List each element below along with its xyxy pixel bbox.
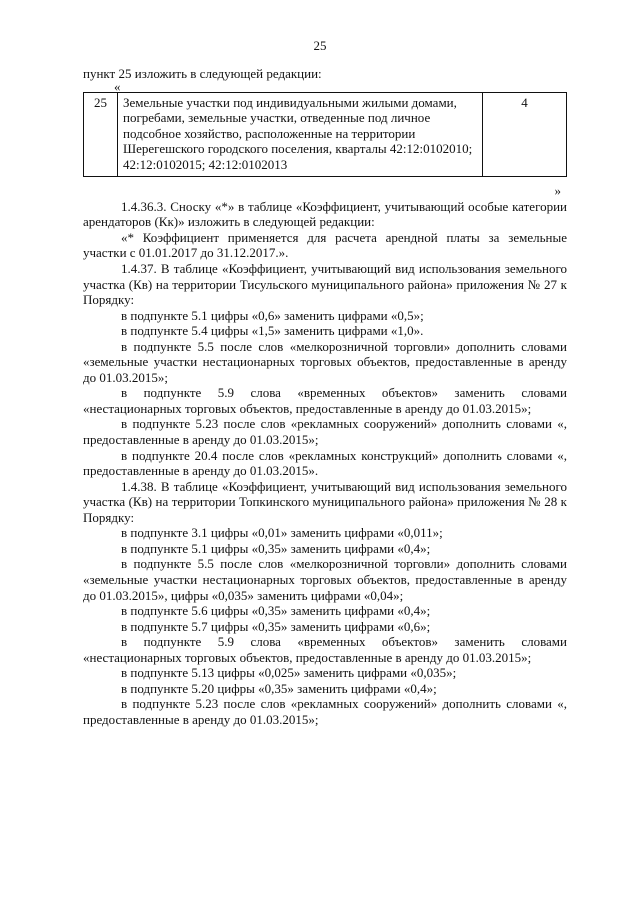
paragraph: в подпункте 5.7 цифры «0,35» заменить цифрами «0,6»; <box>121 618 431 634</box>
paragraph-list <box>83 199 567 728</box>
paragraph: в подпункте 5.5 после слов «мелкорозничной торговли» дополнить словами «земельные участки нестационарных торговых объектов, предоставленные в аренду до 01.03.2015»; <box>83 338 567 385</box>
paragraph: в подпункте 5.1 цифры «0,35» заменить цифрами «0,4»; <box>121 540 431 556</box>
paragraph: в подпункте 20.4 после слов «рекламных конструкций» дополнить словами «, предоставленные в аренду до 01.03.2015». <box>83 447 567 479</box>
paragraph: «* Коэффициент применяется для расчета арендной платы за земельные участки с 01.01.2017 до 31.12.2017.». <box>83 229 567 261</box>
paragraph: 1.4.38. В таблице «Коэффициент, учитывающий вид использования земельного участка (Кв) на территории Топкинского муниципального района» приложения № 28 к Порядку: <box>83 478 567 525</box>
paragraph: в подпункте 5.20 цифры «0,35» заменить цифрами «0,4»; <box>121 680 437 696</box>
paragraph: 1.4.36.3. Сноску «*» в таблице «Коэффициент, учитывающий особые категории арендаторов (Кк)» изложить в следующей редакции: <box>83 198 567 230</box>
paragraph: в подпункте 5.23 после слов «рекламных сооружений» дополнить словами «, предоставленные в аренду до 01.03.2015»; <box>83 416 567 448</box>
paragraph: в подпункте 5.1 цифры «0,6» заменить цифрами «0,5»; <box>121 307 424 323</box>
paragraph: в подпункте 5.5 после слов «мелкорозничной торговли» дополнить словами «земельные участки нестационарных торговых объектов, предоставленные в аренду до 01.03.2015», цифры «0,035» заменить цифрами «0,04»; <box>83 556 567 603</box>
paragraph: в подпункте 5.13 цифры «0,025» заменить цифрами «0,035»; <box>121 665 457 681</box>
paragraph: в подпункте 5.6 цифры «0,35» заменить цифрами «0,4»; <box>121 603 431 619</box>
row-value-cell: 4 <box>483 92 567 177</box>
page-number: 25 <box>313 38 327 53</box>
paragraph: в подпункте 3.1 цифры «0,01» заменить цифрами «0,011»; <box>121 525 443 541</box>
paragraph: в подпункте 5.9 слова «временных объектов» заменить словами «нестационарных торговых объектов, предоставленные в аренду до 01.03.2015»; <box>83 634 567 665</box>
row-description-cell: Земельные участки под индивидуальными жилыми домами, погребами, земельные участки, отведенные под личное подсобное хозяйство, расположенные на территории Шерегешского городского поселения, кварталы 42:12:0102010; 42:12:0102015; 42:12:0102013 <box>118 92 483 177</box>
closing-quote: » <box>554 183 561 199</box>
table-row <box>84 92 567 177</box>
paragraph: 1.4.37. В таблице «Коэффициент, учитывающий вид использования земельного участка (Кв) на территории Тисульского муниципального района» приложения № 27 к Порядку: <box>83 261 567 308</box>
row-number-cell: 25 <box>84 92 118 177</box>
document-body <box>83 66 567 727</box>
opening-quote: « <box>114 78 121 94</box>
amendment-table <box>83 92 567 178</box>
intro-line: пункт 25 изложить в следующей редакции: <box>83 66 322 81</box>
paragraph: в подпункте 5.9 слова «временных объектов» заменить словами «нестационарных торговых объектов, предоставленные в аренду до 01.03.2015»; <box>83 385 567 416</box>
paragraph: в подпункте 5.4 цифры «1,5» заменить цифрами «1,0». <box>121 323 424 339</box>
paragraph: в подпункте 5.23 после слов «рекламных сооружений» дополнить словами «, предоставленные в аренду до 01.03.2015»; <box>83 696 567 727</box>
